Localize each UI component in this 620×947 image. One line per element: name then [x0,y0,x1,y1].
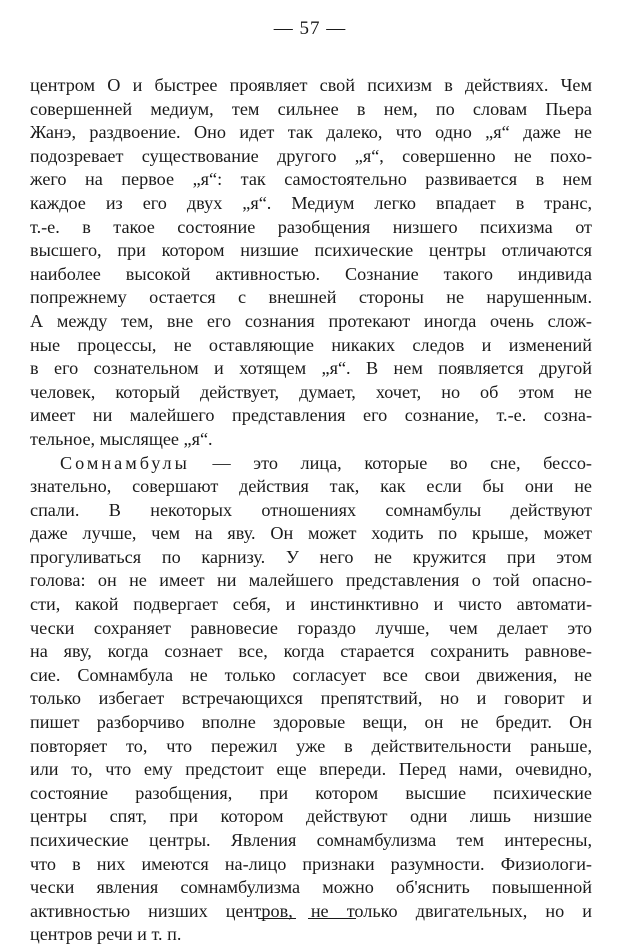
line-text: что в них имеются на-лицо признаки разумности. Физиологи- [30,853,592,874]
text-line [30,782,592,806]
line-text: высшего, при котором низшие психические центры отличаются [30,240,592,261]
line-text: ные процессы, не оставляющие никаких следов и изменений [30,334,592,355]
line-text: А между тем, вне его сознания протекают иногда очень слож- [30,310,592,331]
line-text: спали. В некоторых отношениях сомнамбулы действуют [30,499,592,520]
line-text: на яву, когда сознает все, когда старается сохранить равнове- [30,641,592,662]
text-line [30,664,592,688]
text-line [30,617,592,641]
text-line [30,145,592,169]
text-line [30,640,592,664]
text-line [30,428,592,452]
text-line [30,829,592,853]
line-text: сие. Сомнамбула не только согласует все свои движения, не [30,664,592,685]
text-line [30,239,592,263]
text-line [30,711,592,735]
text-line [30,334,592,358]
line-text: сти, какой подвергает себя, и инстинктивно и чисто автомати- [30,594,592,615]
page-number: — 57 — [273,18,347,39]
text-line [30,98,592,122]
line-text: чески сохраняет равновесие гораздо лучше, чем делает это [30,617,592,638]
text-line [30,192,592,216]
text-line [30,452,592,476]
spaced-term: Сомнамбулы [60,452,190,473]
line-text: знательно, совершают действия так, как если бы они не [30,476,592,497]
text-line [30,357,592,381]
line-text: центров речи и т. п. [30,924,182,945]
text-line [30,546,592,570]
line-text: психические центры. Явления сомнамбулизма тем интересны, [30,830,592,850]
text-line [30,310,592,334]
footer-rule-left [258,918,296,919]
text-line [30,286,592,310]
text-line [30,216,592,240]
line-text: попрежнему остается с внешней стороны не нарушенным. [30,287,592,308]
line-text: подозревает существование другого „я“, совершенно не похо- [30,145,592,166]
line-text: состояние разобщения, при котором высшие психические [30,782,592,803]
line-text: в его сознательном и хотящем „я“. В нем появляется другой [30,358,592,379]
text-line [30,522,592,546]
text-line [30,735,592,759]
line-text: активностью низших центров, не только двигательных, но и [30,900,592,921]
line-text: центром О и быстрее проявляет свой психизм в действиях. Чем [30,75,592,95]
line-text: даже лучше, чем на яву. Он может ходить по крыше, может [30,523,592,544]
line-text: повторяет то, что пережил уже в действительности раньше, [30,735,592,756]
line-text: тельное, мыслящее „я“. [30,428,213,449]
text-line [30,923,592,947]
line-text: жего на первое „я“: так самостоятельно развивается в нем [30,169,592,190]
text-line [30,593,592,617]
text-line [30,876,592,900]
text-line [30,758,592,782]
text-line [30,569,592,593]
line-text: только избегает встречающихся препятствий, но и говорит и [30,688,592,709]
line-text: наиболее высокой активностью. Сознание такого индивида [30,263,592,284]
text-line [30,687,592,711]
text-line [30,404,592,428]
body-text [30,74,592,947]
line-text: совершенней медиум, тем сильнее в нем, по словам Пьера [30,98,592,119]
text-line [30,805,592,829]
line-text: центры спят, при котором действуют одни лишь низшие [30,806,592,827]
footer-rule-right [308,918,356,919]
text-line [30,475,592,499]
text-line [30,74,592,98]
text-line [30,499,592,523]
line-text: каждое из его двух „я“. Медиум легко впадает в транс, [30,192,592,213]
line-text: человек, который действует, думает, хочет, но об этом не [30,381,592,402]
line-text: т.-е. в такое состояние разобщения низшего психизма от [30,216,592,237]
line-text: голова: он не имеет ни малейшего представления о той опасно- [30,570,592,591]
text-line [30,263,592,287]
line-text: прогуливаться по карнизу. У него не кружится при этом [30,546,592,567]
line-text: чески явления сомнамбулизма можно об'яснить повышенной [30,877,592,898]
line-text: имеет ни малейшего представления его сознание, т.-е. созна- [30,405,592,426]
text-line [30,168,592,192]
text-line [30,121,592,145]
text-line [30,381,592,405]
line-text: — это лица, которые во сне, бессо- [189,452,592,473]
text-line [30,900,592,924]
text-line [30,853,592,877]
line-text: Жанэ, раздвоение. Оно идет так далеко, что одно „я“ даже не [30,122,592,143]
line-text: пишет разборчиво вполне здоровые вещи, он не бредит. Он [30,712,592,733]
line-text: или то, что ему предстоит еще впереди. Перед нами, очевидно, [30,759,592,780]
